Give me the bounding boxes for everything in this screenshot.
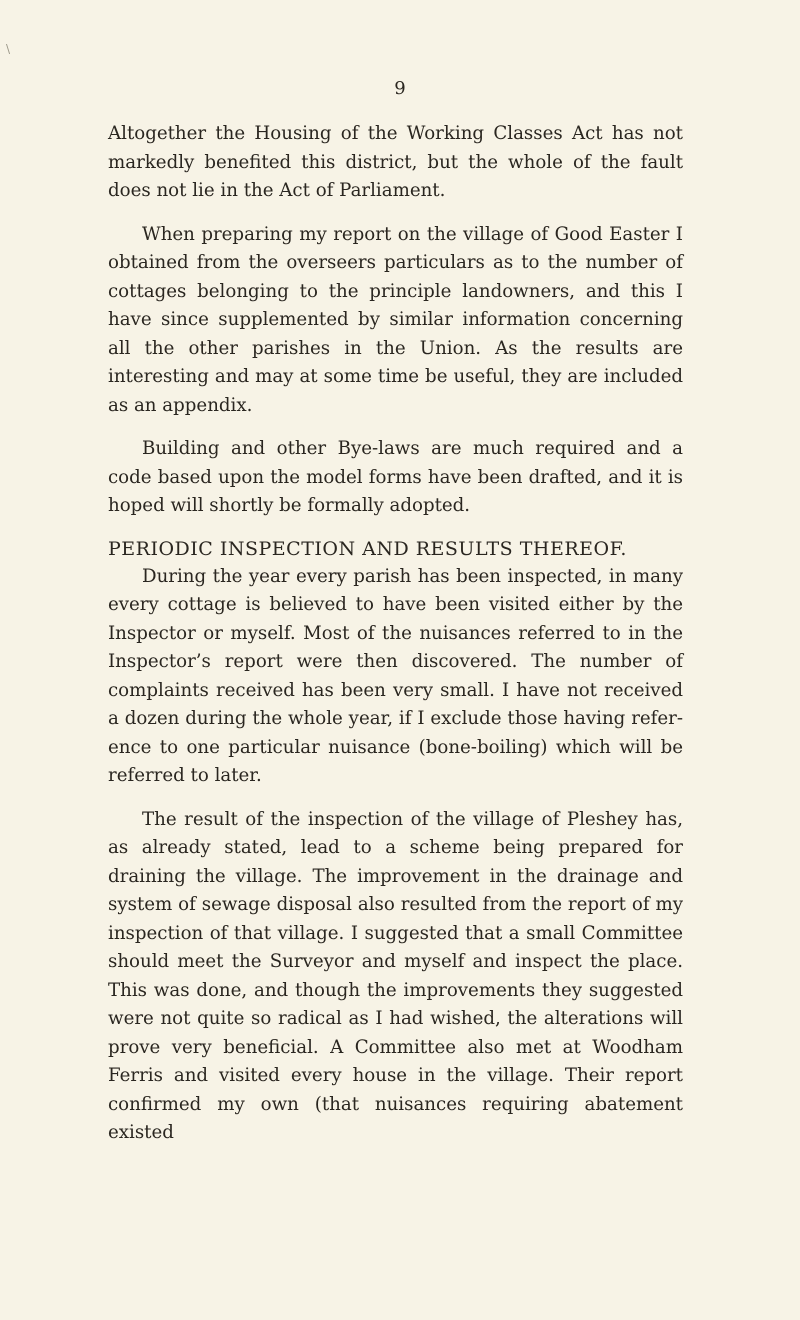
paragraph-housing-act: Altogether the Housing of the Working Classes Act has not markedly benefited this district, but the whole of the fault does not lie in the Act of Parliament. <box>108 123 683 201</box>
paragraph-bye-laws: Building and other Bye-laws are much required and a code based upon the model forms have been drafted, and it is hoped will shortly be formally adopted. <box>108 438 683 516</box>
paragraph-pleshey: The result of the inspection of the village of Pleshey has, as already stated, lead to a scheme being prepared for draining the village. The improvement in the drainage and system of sewage disposal also resulted from the report of my inspection of that village. I suggested that a small Committee should meet the Surveyor and myself and inspect the place. This was done, and though the improvements they suggested were not quite so radical as I had wished, the alterations will prove very beneficial. A Committee also met at Woodham Ferris and visited every house in the village. Their report confirmed my own (that nuisances requiring abatement existed <box>108 808 683 1143</box>
body-text <box>108 120 683 1148</box>
page-number: 9 <box>394 78 406 99</box>
paragraph-inspection: During the year every parish has been inspected, in many every cottage is believed to have been visited either by the Inspector or myself. Most of the nuisances referred to in the Inspector’s report were then discovered. The number of complaints received has been very small. I have not received a dozen during the whole year, if I exclude those having refer-ence to one particular nuisance (bone-boiling) which will be referred to later. <box>108 565 683 786</box>
section-heading: PERIODIC INSPECTION AND RESULTS THEREOF. <box>108 537 627 560</box>
scan-corner-mark-icon: \ <box>6 42 11 56</box>
paragraph-good-easter: When preparing my report on the village of Good Easter I obtained from the overseers particulars as to the number of cottages belonging to the principle landowners, and this I have since supplemented by similar information concerning all the other parishes in the Union. As the results are interesting and may at some time be useful, they are included as an appendix. <box>108 223 683 416</box>
